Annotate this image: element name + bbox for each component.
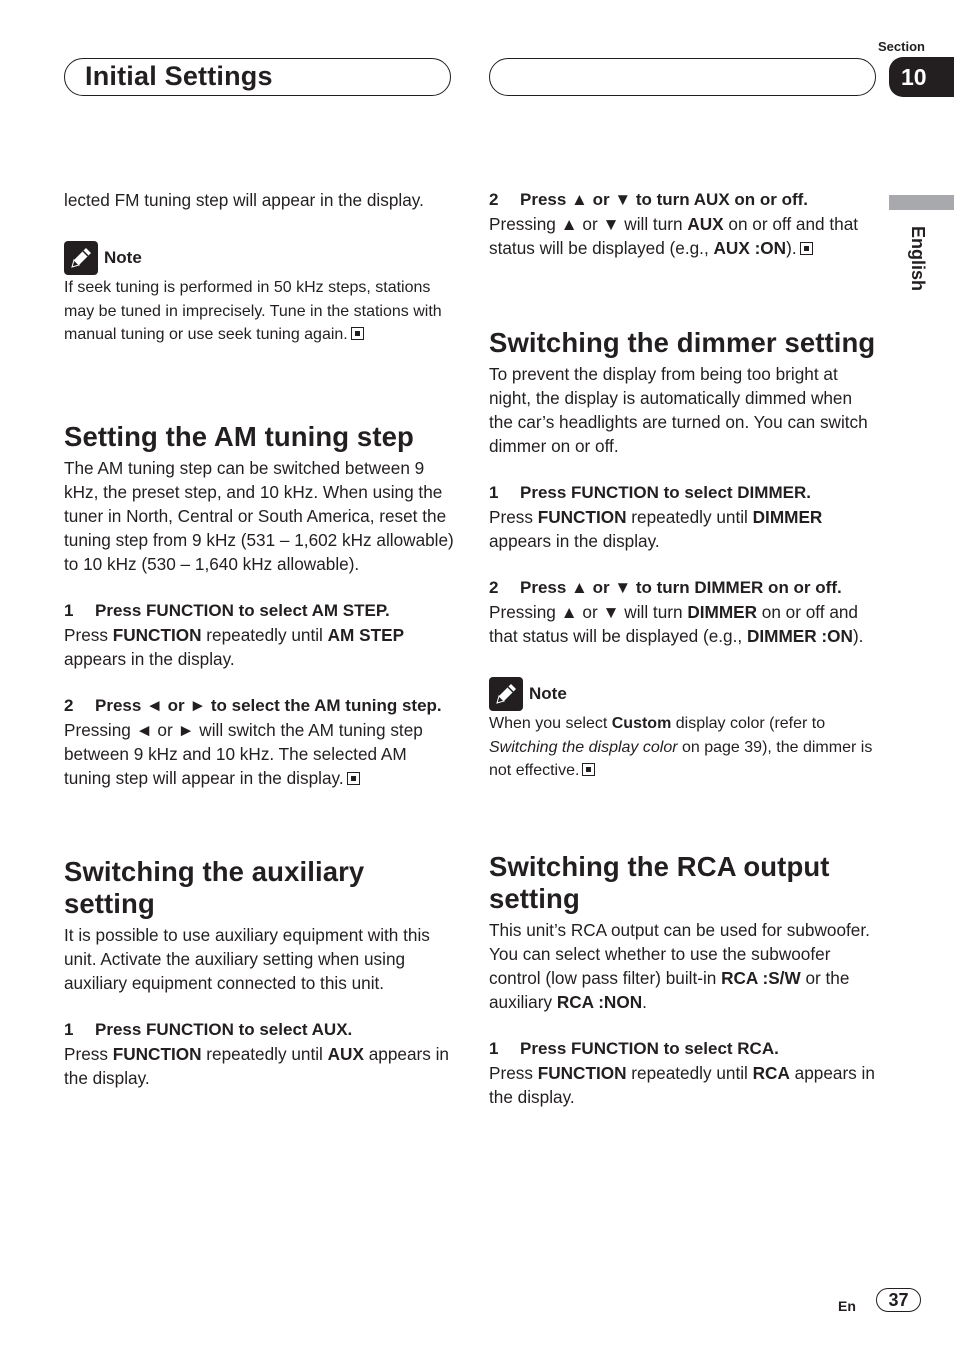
- footer-language: En: [838, 1298, 856, 1314]
- note-block: [489, 677, 879, 783]
- am-step-intro: The AM tuning step can be switched between 9 kHz, the preset step, and 10 kHz. When using the tuner in North, Central or South America, reset the tuning step from 9 kHz (531 – 1,602 kHz allowable) to 10 kHz (530 – 1,640 kHz allowable).: [64, 457, 454, 574]
- note-label: Note: [104, 248, 142, 267]
- step-body: Pressing ▲ or ▼ will turn AUX on or off and that status will be displayed (e.g., AUX :ON).: [489, 214, 859, 258]
- end-mark-icon: [582, 763, 595, 776]
- step-heading: 2 Press ◄ or ► to select the AM tuning step.: [64, 695, 442, 715]
- note-block: [64, 241, 454, 347]
- end-mark-icon: [800, 242, 813, 255]
- page-title: Initial Settings: [85, 61, 273, 91]
- language-tab-label: English: [908, 226, 928, 292]
- rca-intro: This unit’s RCA output can be used for subwoofer. You can select whether to use the subwoofer control (low pass filter) built-in RCA :S/W or the auxiliary RCA :NON.: [489, 919, 870, 1012]
- continued-text: lected FM tuning step will appear in the display.: [64, 190, 424, 210]
- note-label: Note: [529, 684, 567, 703]
- right-column: [489, 188, 879, 1109]
- left-column: [64, 188, 454, 1090]
- step-body: Press FUNCTION repeatedly until DIMMER appears in the display.: [489, 507, 823, 551]
- section-heading-dimmer: Switching the dimmer setting: [489, 327, 876, 358]
- section-heading-rca-output: Switching the RCA output setting: [489, 850, 830, 914]
- step-heading: 2 Press ▲ or ▼ to turn DIMMER on or off.: [489, 578, 842, 597]
- header-title-frame: [64, 58, 451, 96]
- note-text: When you select Custom display color (refer to Switching the display color on page 39), the dimmer is not effective.: [489, 715, 873, 779]
- step-body: Press FUNCTION repeatedly until AUX appears in the display.: [64, 1043, 449, 1088]
- step-body: Press FUNCTION repeatedly until RCA appears in the display.: [489, 1062, 875, 1107]
- pencil-note-icon: [64, 241, 98, 275]
- step-body: Pressing ◄ or ► will switch the AM tuning step between 9 kHz and 10 kHz. The selected AM tuning step will appear in the display.: [64, 719, 423, 788]
- auxiliary-intro: It is possible to use auxiliary equipment with this unit. Activate the auxiliary setting when using auxiliary equipment connected to this unit.: [64, 924, 430, 993]
- header-blank-frame: [489, 58, 876, 96]
- step-heading: 2 Press ▲ or ▼ to turn AUX on or off.: [489, 190, 809, 209]
- section-heading-am-step: Setting the AM tuning step: [64, 420, 414, 452]
- step-body: Press FUNCTION repeatedly until AM STEP appears in the display.: [64, 624, 405, 669]
- step-body: Pressing ▲ or ▼ will turn DIMMER on or off and that status will be displayed (e.g., DIMMER :ON).: [489, 602, 864, 646]
- page-number: 37: [876, 1288, 921, 1312]
- section-heading-auxiliary: Switching the auxiliary setting: [64, 855, 365, 919]
- end-mark-icon: [351, 327, 364, 340]
- section-number-tab: 10: [889, 57, 954, 97]
- pencil-note-icon: [489, 677, 523, 711]
- step-heading: 1 Press FUNCTION to select DIMMER.: [489, 483, 811, 502]
- section-label: Section: [878, 39, 925, 54]
- note-text: If seek tuning is performed in 50 kHz steps, stations may be tuned in imprecisely. Tune in the stations with manual tuning or use seek tuning again.: [64, 279, 442, 343]
- step-heading: 1 Press FUNCTION to select AM STEP.: [64, 600, 390, 620]
- step-heading: 1 Press FUNCTION to select AUX.: [64, 1019, 353, 1039]
- step-heading: 1 Press FUNCTION to select RCA.: [489, 1038, 779, 1058]
- end-mark-icon: [347, 772, 360, 785]
- cross-reference: Switching the display color: [489, 738, 678, 756]
- language-tab-bar: [889, 195, 954, 210]
- dimmer-intro: To prevent the display from being too bright at night, the display is automatically dimmed when the car’s headlights are turned on. You can switch dimmer on or off.: [489, 364, 868, 456]
